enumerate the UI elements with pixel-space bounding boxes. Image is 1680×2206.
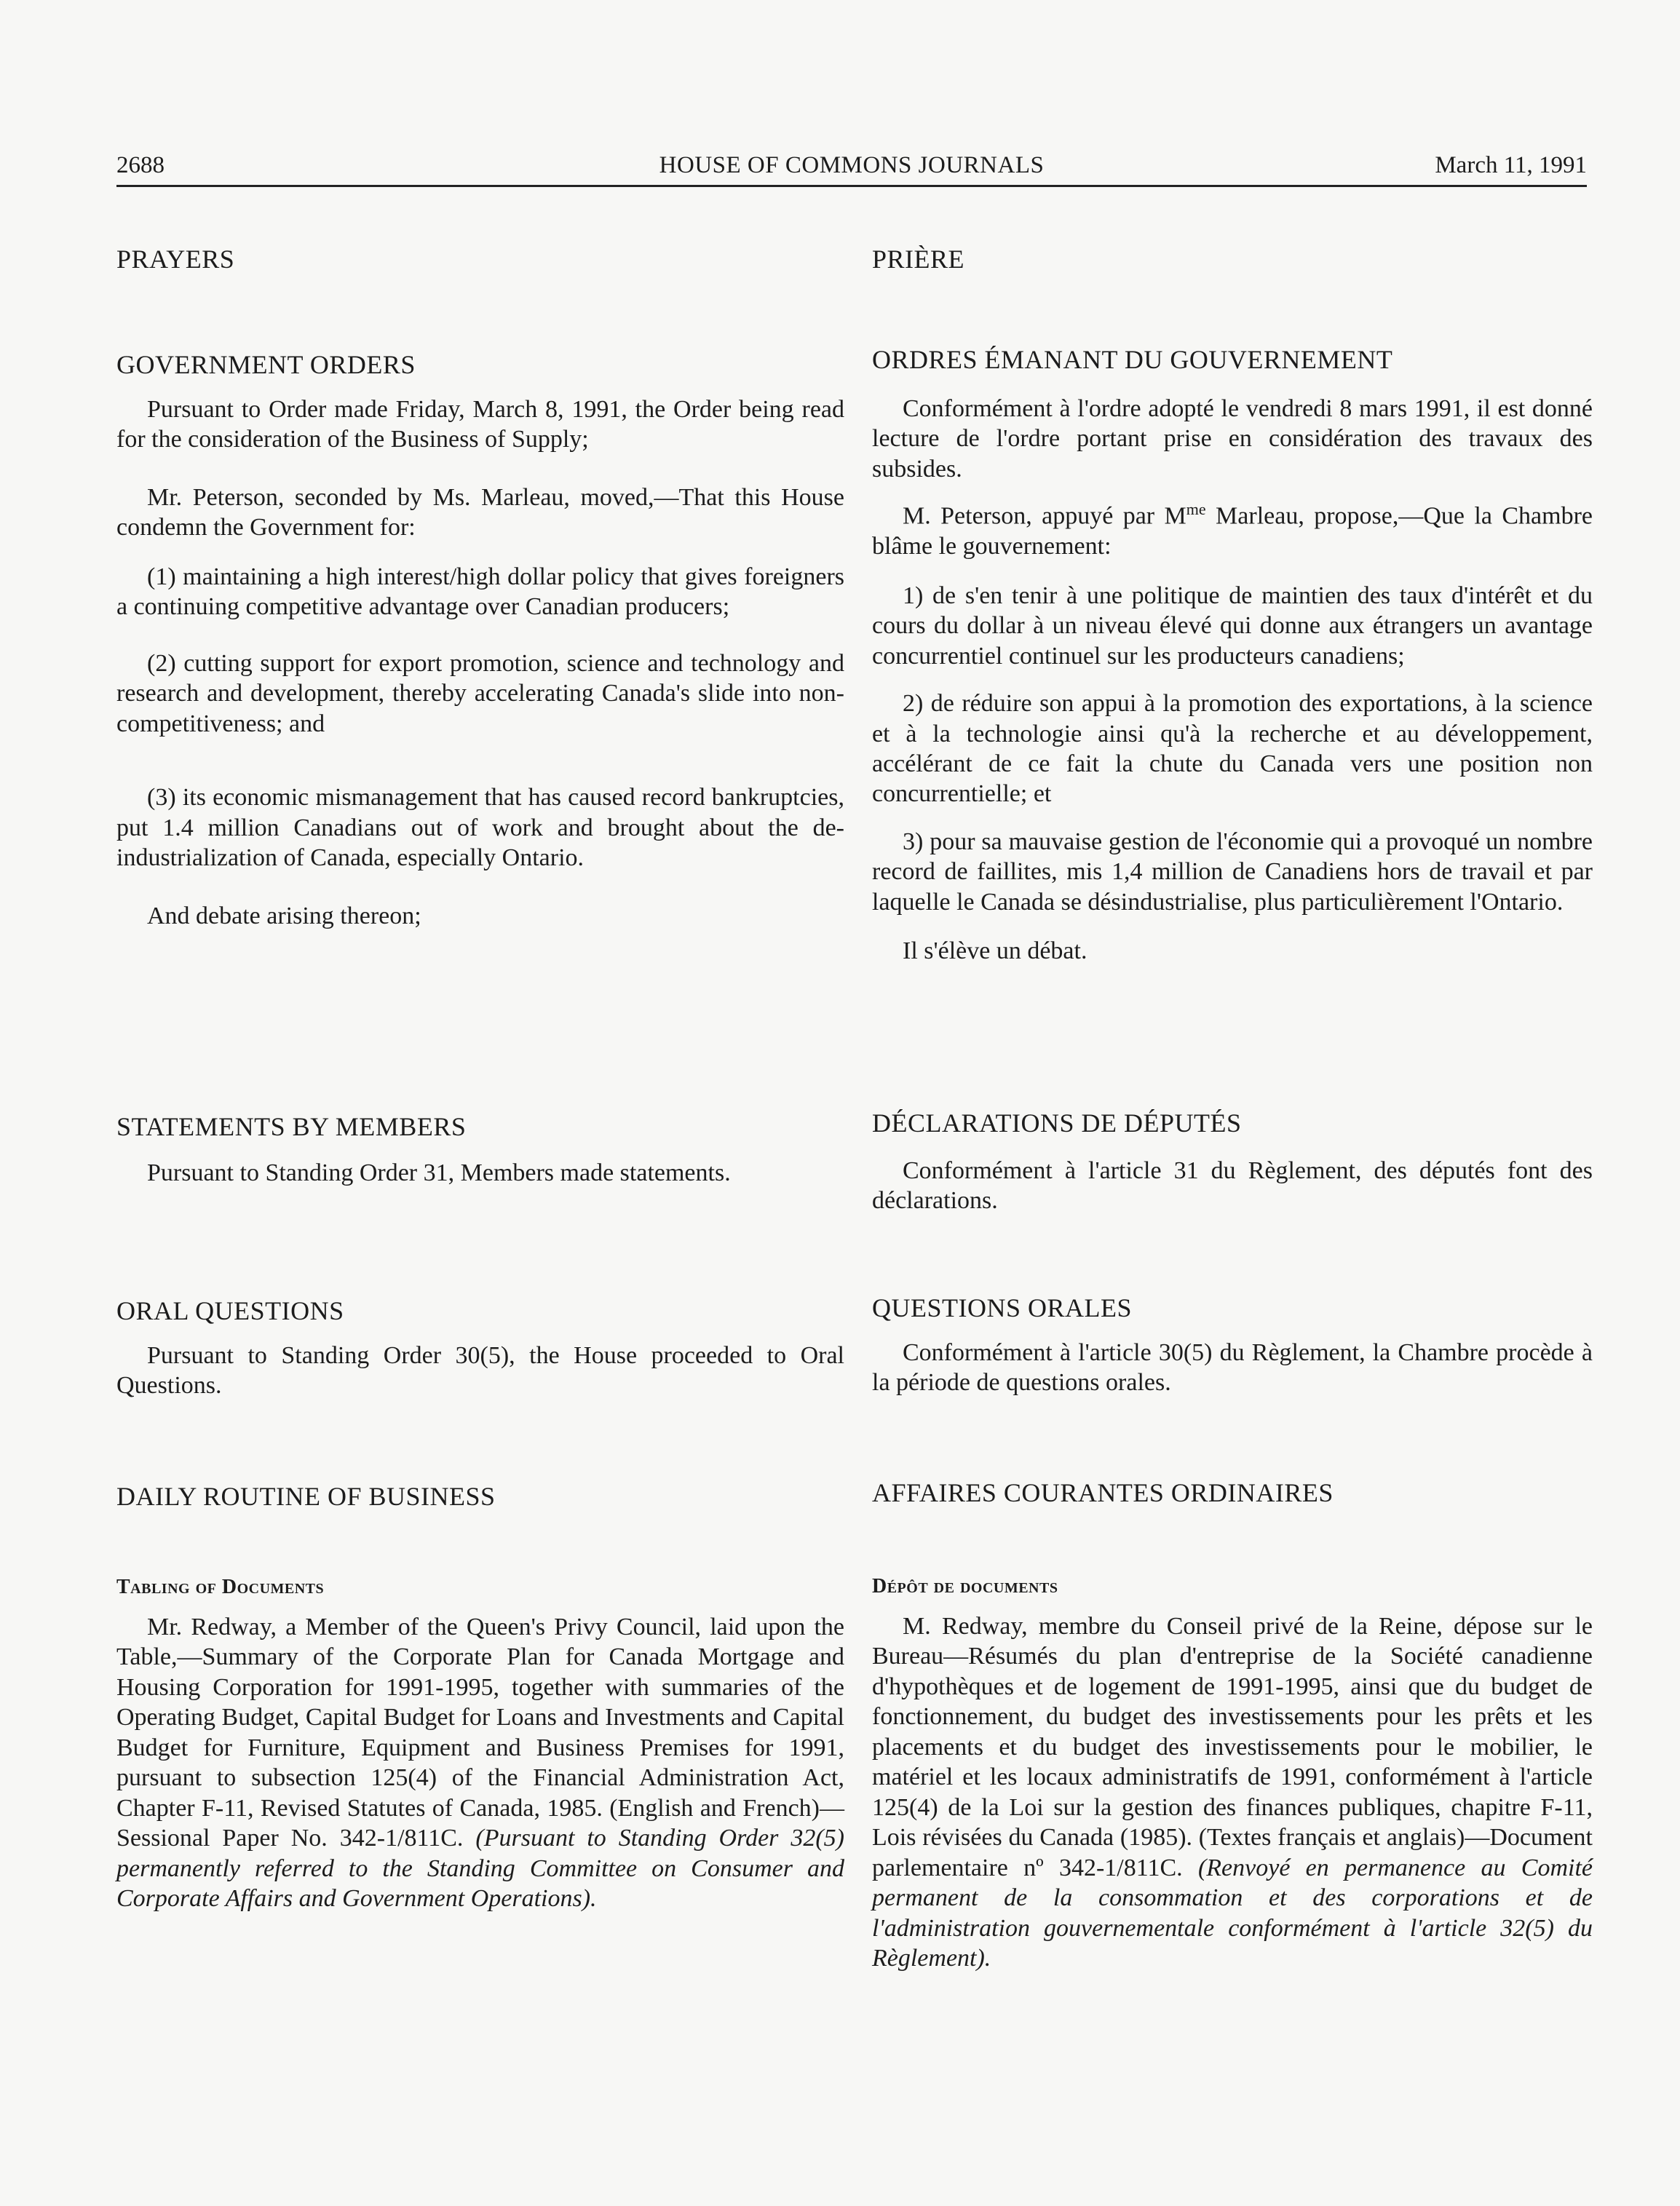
prayers-section xyxy=(116,244,844,274)
section-heading: ORAL QUESTIONS xyxy=(116,1296,344,1325)
paragraph: Mr. Peterson, seconded by Ms. Marleau, moved,—That this House condemn the Government for: xyxy=(116,483,844,541)
subsection-heading: Dépôt de documents xyxy=(872,1575,1058,1598)
page-header xyxy=(116,146,1587,187)
section-heading: QUESTIONS ORALES xyxy=(872,1293,1133,1322)
government-orders-section xyxy=(872,344,1593,967)
section-heading: GOVERNMENT ORDERS xyxy=(116,350,416,379)
prayers-heading: PRAYERS xyxy=(116,245,235,274)
section-heading: DAILY ROUTINE OF BUSINESS xyxy=(116,1482,496,1511)
journal-title: HOUSE OF COMMONS JOURNALS xyxy=(659,152,1045,178)
section-heading: AFFAIRES COURANTES ORDINAIRES xyxy=(872,1478,1334,1507)
subsection-heading: Tabling of Documents xyxy=(116,1576,325,1598)
referral-note: (Pursuant to Standing Order 32(5) permanently referred to the Standing Committee on Consumer and Corporate Affairs and Government Operations). xyxy=(116,1825,844,1913)
statements-section xyxy=(872,1108,1593,1216)
government-orders-section xyxy=(116,349,844,931)
oral-questions-section xyxy=(872,1293,1593,1398)
paragraph-text: M. Redway, membre du Conseil privé de la Reine, dépose sur le Bureau—Résumés du plan d'entreprise de la Société canadienne d'hypothèques et de logement de 1991-1995, ainsi que du budget de fonctionnement, du budget des investissements pour les prêts et les placements et du budget des investissements pour le mobilier, le matériel et les locaux administratifs de 1991, conformément à l'article 125(4) de la Loi sur la gestion des finances publiques, chapitre F-11, Lois révisées du Canada (1985). (Textes français et anglais)—Document parlementaire nº 342-1/811C. xyxy=(872,1613,1593,1881)
paragraph xyxy=(872,1611,1593,1974)
paragraph: Conformément à l'article 31 du Règlement, des députés font des déclarations. xyxy=(872,1157,1593,1215)
paragraph: Conformément à l'article 30(5) du Règlement, la Chambre procède à la période de questions orales. xyxy=(872,1339,1593,1397)
paragraph-text: Mr. Redway, a Member of the Queen's Privy Council, laid upon the Table,—Summary of the Corporate Plan for Canada Mortgage and Housing Corporation for 1991-1995, together with summaries of the Operating Budget, Capital Budget for Loans and Investments and Capital Budget for Furniture, Equipment and Business Premises for 1991, pursuant to subsection 125(4) of the Financial Administration Act, Chapter F-11, Revised Statutes of Canada, 1985. (English and French)—Sessional Paper No. 342-1/811C. xyxy=(116,1614,844,1852)
paragraph: And debate arising thereon; xyxy=(147,902,421,929)
routine-section xyxy=(872,1477,1593,1974)
paragraph: (1) maintaining a high interest/high dollar policy that gives foreigners a continuing competitive advantage over Canadian producers; xyxy=(116,563,844,621)
journal-date: March 11, 1991 xyxy=(1435,152,1587,178)
prayers-heading: PRIÈRE xyxy=(872,245,965,274)
paragraph: Il s'élève un débat. xyxy=(903,937,1087,965)
paragraph: Pursuant to Order made Friday, March 8, 1991, the Order being read for the consideration of the Business of Supply; xyxy=(116,396,844,453)
oral-questions-section xyxy=(116,1296,844,1401)
section-heading: ORDRES ÉMANANT DU GOUVERNEMENT xyxy=(872,345,1393,374)
paragraph-text: Marleau, propose,—Que la Chambre blâme le gouvernement: xyxy=(872,502,1593,560)
paragraph xyxy=(116,1612,844,1914)
paragraph: (2) cutting support for export promotion, science and technology and research and development, thereby accelerating Canada's slide into non-competitiveness; and xyxy=(116,649,844,737)
paragraph: (3) its economic mismanagement that has caused record bankruptcies, put 1.4 million Canadians out of work and brought about the de-industrialization of Canada, especially Ontario. xyxy=(116,784,844,872)
routine-section xyxy=(116,1481,844,1914)
section-heading: STATEMENTS BY MEMBERS xyxy=(116,1112,467,1141)
paragraph xyxy=(872,500,1593,561)
statements-section xyxy=(116,1111,844,1188)
superscript: me xyxy=(1186,500,1206,519)
paragraph: Pursuant to Standing Order 30(5), the House proceeded to Oral Questions. xyxy=(116,1342,844,1400)
paragraph: 1) de s'en tenir à une politique de maintien des taux d'intérêt et du cours du dollar à un niveau élevé qui donne aux étrangers un avantage concurrentiel continuel sur les producteurs canadiens; xyxy=(872,582,1593,670)
paragraph: Conformément à l'ordre adopté le vendredi 8 mars 1991, il est donné lecture de l'ordre portant prise en considération des travaux des subsides. xyxy=(872,395,1593,483)
prayers-section xyxy=(872,244,1593,274)
page-number: 2688 xyxy=(116,152,165,178)
paragraph: 2) de réduire son appui à la promotion des exportations, à la science et à la technologie ainsi qu'à la recherche et au développement, accélérant de ce fait la chute du Canada vers une position non concurrentielle; et xyxy=(872,690,1593,808)
paragraph: Pursuant to Standing Order 31, Members made statements. xyxy=(147,1159,731,1186)
referral-note: (Renvoyé en permanence au Comité permanent de la consommation et des corporations et de l'administration gouvernementale conformément à l'article 32(5) du Règlement). xyxy=(872,1854,1593,1972)
section-heading: DÉCLARATIONS DE DÉPUTÉS xyxy=(872,1108,1242,1138)
paragraph: 3) pour sa mauvaise gestion de l'économie qui a provoqué un nombre record de faillites, mis 1,4 million de Canadiens hors de travail et par laquelle le Canada se désindustrialise, plus particulièrement l'Ontario. xyxy=(872,828,1593,916)
paragraph-text: M. Peterson, appuyé par M xyxy=(903,502,1186,530)
